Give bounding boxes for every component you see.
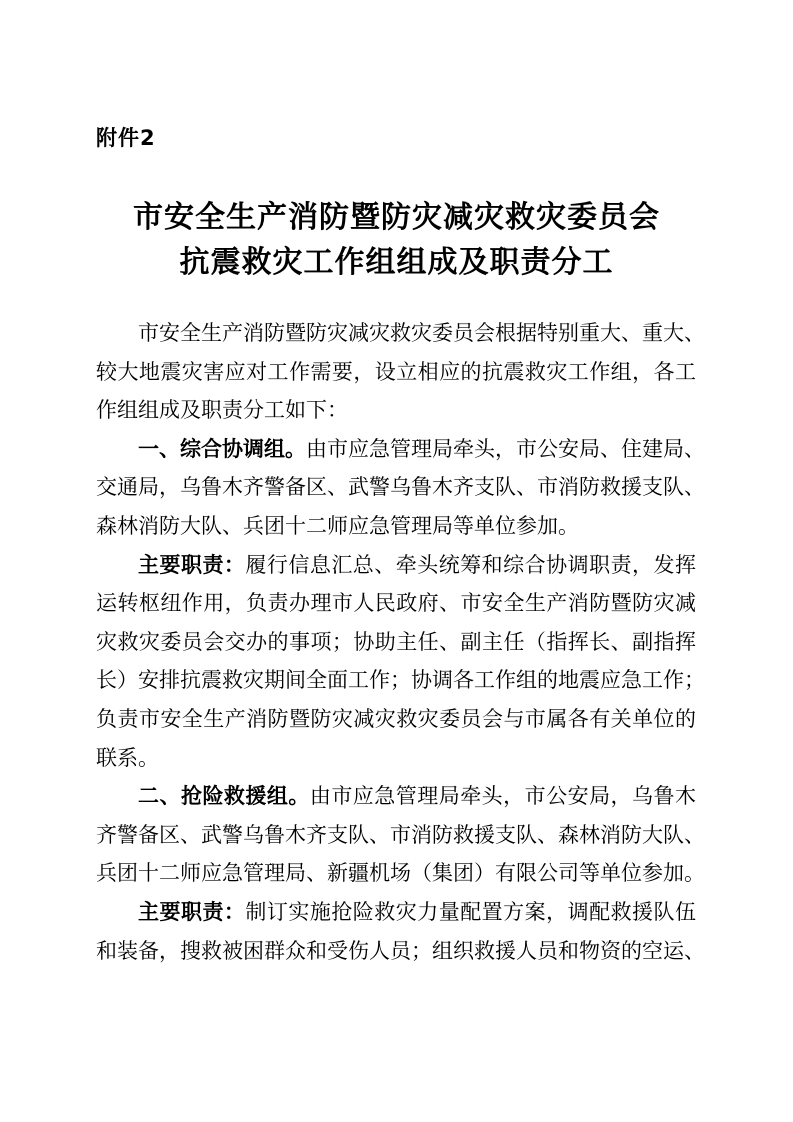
duties-heading: 主要职责： [138,899,246,924]
paragraph-line: 交通局，乌鲁木齐警备区、武警乌鲁木齐支队、市消防救援支队、 [96,475,705,500]
paragraph-text: 由市应急管理局牵头，市公安局、住建局、 [306,436,705,461]
section-heading: 一、综合协调组。 [138,436,306,461]
section-rescue [96,777,705,893]
section-comprehensive-coordination [96,430,705,546]
paragraph-text: 履行信息汇总、牵头统筹和综合协调职责，发挥 [245,552,697,577]
intro-paragraph [96,314,705,430]
duties-rescue [96,893,705,970]
paragraph-line: 联系。 [96,745,159,770]
paragraph-line [96,893,696,932]
paragraph-line: 齐警备区、武警乌鲁木齐支队、市消防救援支队、森林消防大队、 [96,822,705,847]
paragraph-line: 和装备，搜救被困群众和受伤人员；组织救援人员和物资的空运、 [96,938,705,963]
paragraph-line: 森林消防大队、兵团十二师应急管理局等单位参加。 [96,513,579,538]
duties-heading: 主要职责： [138,552,246,577]
document-title-line-2: 抗震救灾工作组组成及职责分工 [179,245,614,280]
paragraph-line: 灾救灾委员会交办的事项；协助主任、副主任（指挥长、副指挥 [96,629,696,654]
document-body [96,314,705,970]
paragraph-text: 制订实施抢险救灾力量配置方案，调配救援队伍 [245,899,697,924]
paragraph-line: 市安全生产消防暨防灾减灾救灾委员会根据特别重大、重大、 [138,321,705,345]
paragraph-line: 较大地震灾害应对工作需要，设立相应的抗震救灾工作组，各工 [96,359,696,384]
paragraph-line: 作组组成及职责分工如下： [96,398,348,423]
paragraph-line [96,777,696,816]
paragraph-line: 负责市安全生产消防暨防灾减灾救灾委员会与市属各有关单位的 [96,706,696,731]
paragraph-line [96,546,696,585]
section-heading: 二、抢险救援组。 [138,784,310,809]
document-title-line-1: 市安全生产消防暨防灾减灾救灾委员会 [133,200,660,235]
paragraph-text: 由市应急管理局牵头，市公安局，乌鲁木 [309,784,697,809]
paragraph-line [96,430,705,469]
paragraph-line: 长）安排抗震救灾期间全面工作；协调各工作组的地震应急工作； [96,668,705,693]
duties-comprehensive-coordination [96,546,705,778]
attachment-label: 附件2 [96,126,156,150]
paragraph-line: 运转枢纽作用，负责办理市人民政府、市安全生产消防暨防灾减 [96,591,696,616]
paragraph-line: 兵团十二师应急管理局、新疆机场（集团）有限公司等单位参加。 [96,861,705,886]
